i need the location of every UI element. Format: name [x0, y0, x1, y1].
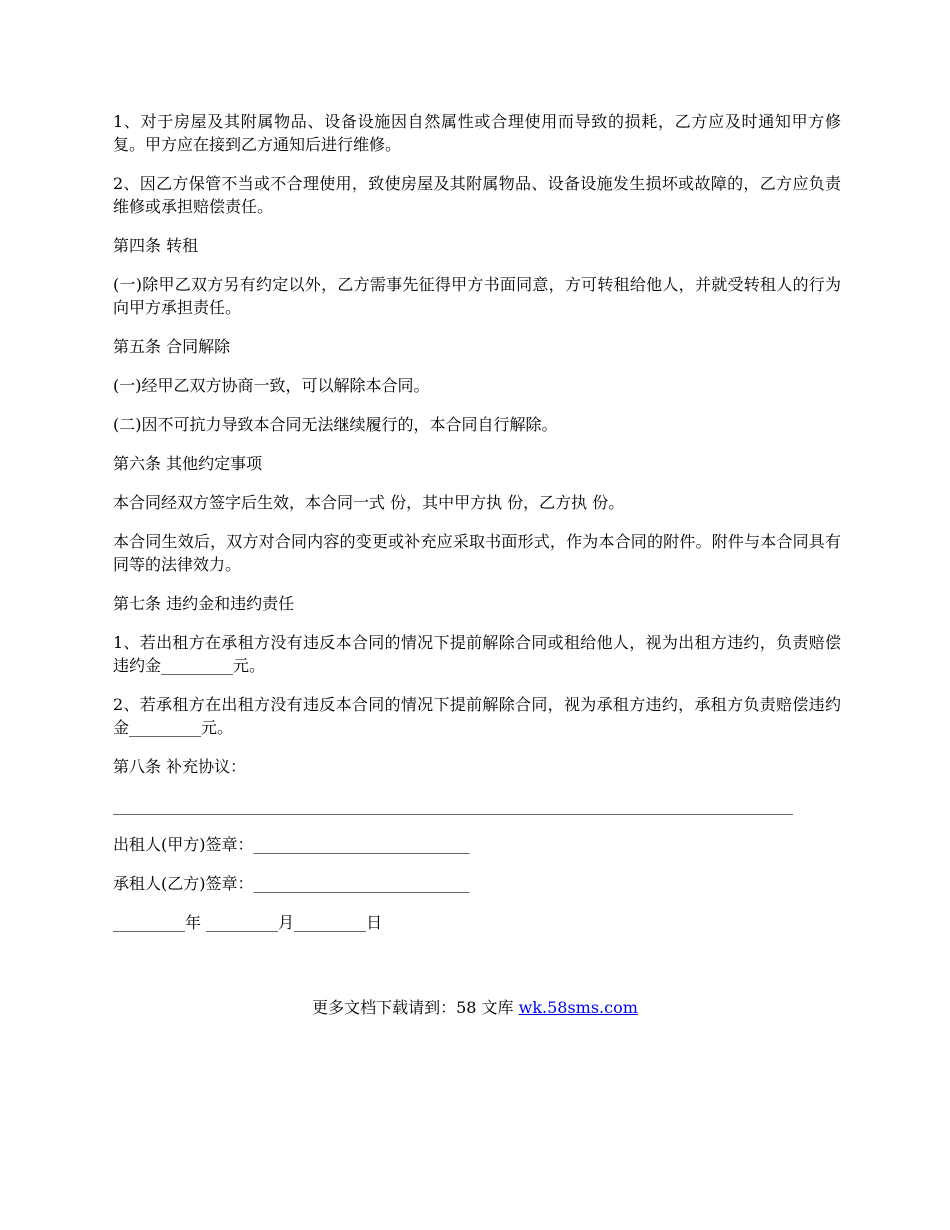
article-8-heading: 第八条 补充协议：	[113, 757, 247, 776]
download-footer	[0, 996, 950, 1019]
article-7-heading: 第七条 违约金和违约责任	[113, 594, 295, 613]
article-5-heading: 第五条 合同解除	[113, 337, 231, 356]
date-line: _________年 _________月_________日	[113, 913, 383, 932]
clause-lessor-breach: 1、若出租方在承租方没有违反本合同的情况下提前解除合同或租给他人，视为出租方违约，负责赔偿违约金_________元。	[113, 633, 841, 675]
clause-effective-copies: 本合同经双方签字后生效，本合同一式 份，其中甲方执 份，乙方执 份。	[113, 493, 625, 512]
document-body	[113, 110, 841, 950]
footer-link[interactable]: wk.58sms.com	[518, 998, 638, 1017]
lessee-signature-line: 承租人(乙方)签章：___________________________	[113, 874, 470, 893]
clause-termination-force-majeure: (二)因不可抗力导致本合同无法继续履行的，本合同自行解除。	[113, 415, 558, 434]
clause-sublease: (一)除甲乙双方另有约定以外，乙方需事先征得甲方书面同意，方可转租给他人，并就受转租人的行为向甲方承担责任。	[113, 275, 841, 317]
clause-amendments: 本合同生效后，双方对合同内容的变更或补充应采取书面形式，作为本合同的附件。附件与本合同具有同等的法律效力。	[113, 532, 841, 574]
clause-termination-mutual: (一)经甲乙双方协商一致，可以解除本合同。	[113, 376, 430, 395]
lessor-signature-line: 出租人(甲方)签章：___________________________	[113, 835, 470, 854]
clause-repair-wear: 1、对于房屋及其附属物品、设备设施因自然属性或合理使用而导致的损耗，乙方应及时通知甲方修复。甲方应在接到乙方通知后进行维修。	[113, 112, 841, 154]
article-4-heading: 第四条 转租	[113, 236, 199, 255]
clause-lessee-breach: 2、若承租方在出租方没有违反本合同的情况下提前解除合同，视为承租方违约，承租方负责赔偿违约金_________元。	[113, 695, 841, 737]
article-6-heading: 第六条 其他约定事项	[113, 454, 263, 473]
supplement-blank-line: _____________________________________________________________________________________	[113, 796, 793, 815]
footer-text: 更多文档下载请到：58 文库	[312, 998, 519, 1017]
clause-repair-damage: 2、因乙方保管不当或不合理使用，致使房屋及其附属物品、设备设施发生损坏或故障的，乙方应负责维修或承担赔偿责任。	[113, 174, 841, 216]
